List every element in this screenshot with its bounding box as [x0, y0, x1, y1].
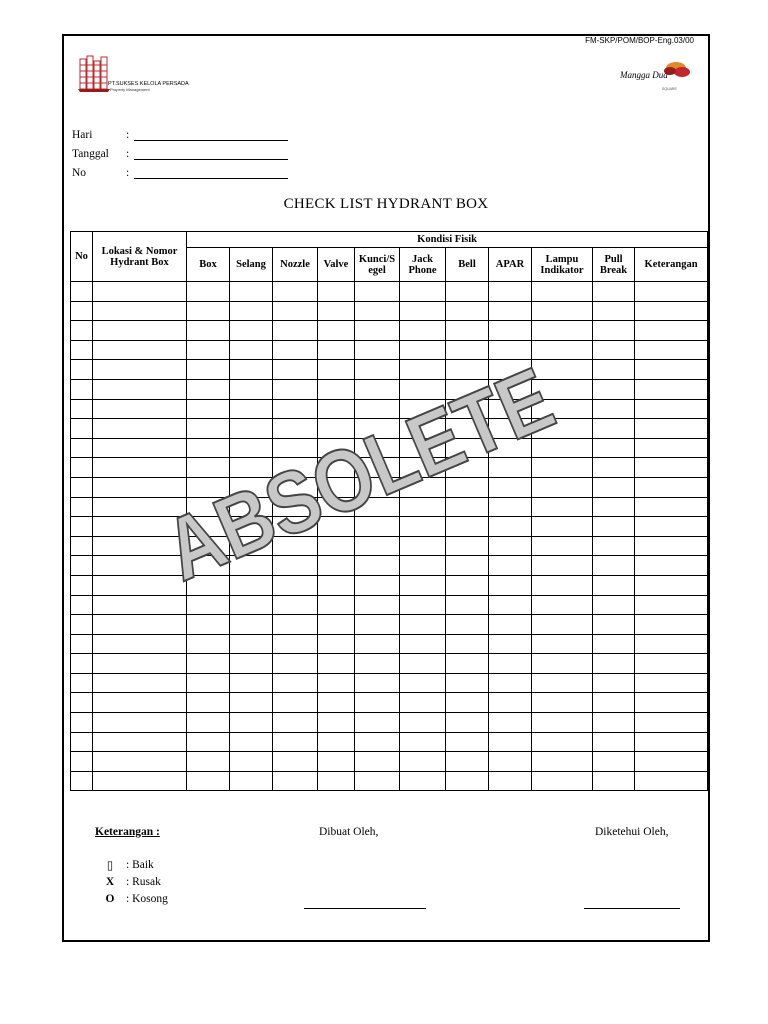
table-cell[interactable]	[93, 713, 187, 733]
table-cell[interactable]	[635, 693, 708, 713]
legend	[102, 856, 168, 907]
table-cell[interactable]	[489, 654, 532, 674]
table-cell[interactable]	[71, 693, 93, 713]
field-label: No	[72, 167, 87, 179]
legend-item-rusak	[102, 873, 168, 890]
table-cell[interactable]	[318, 321, 355, 341]
table-cell[interactable]	[532, 615, 593, 635]
table-cell[interactable]	[635, 556, 708, 576]
table-cell[interactable]	[318, 693, 355, 713]
table-cell[interactable]	[71, 713, 93, 733]
header-subcolumn: Nozzle	[273, 248, 318, 282]
field-hari	[72, 122, 288, 141]
dibuat-oleh-label: Dibuat Oleh,	[319, 826, 379, 838]
table-cell[interactable]	[400, 673, 446, 693]
table-cell[interactable]	[230, 771, 273, 791]
table-cell[interactable]	[71, 379, 93, 399]
table-cell[interactable]	[71, 634, 93, 654]
table-cell[interactable]	[71, 595, 93, 615]
table-row	[71, 673, 708, 693]
table-cell[interactable]	[71, 556, 93, 576]
table-cell[interactable]	[273, 634, 318, 654]
table-cell[interactable]	[635, 752, 708, 772]
signature-line-diketahui[interactable]	[584, 908, 680, 909]
table-cell[interactable]	[355, 732, 400, 752]
table-cell[interactable]	[71, 575, 93, 595]
brand-logo	[618, 54, 698, 100]
table-row	[71, 693, 708, 713]
table-cell[interactable]	[187, 615, 230, 635]
table-cell[interactable]	[273, 615, 318, 635]
table-cell[interactable]	[446, 673, 489, 693]
table-cell[interactable]	[93, 634, 187, 654]
table-cell[interactable]	[593, 732, 635, 752]
table-cell[interactable]	[532, 771, 593, 791]
legend-symbol: O	[105, 892, 115, 905]
table-cell[interactable]	[93, 693, 187, 713]
table-row	[71, 615, 708, 635]
table-cell[interactable]	[446, 654, 489, 674]
table-cell[interactable]	[93, 771, 187, 791]
table-cell[interactable]	[187, 673, 230, 693]
table-cell[interactable]	[489, 282, 532, 302]
table-cell[interactable]	[635, 282, 708, 302]
table-cell[interactable]	[635, 321, 708, 341]
table-cell[interactable]	[635, 575, 708, 595]
field-blank-line[interactable]	[134, 166, 288, 179]
table-cell[interactable]	[273, 693, 318, 713]
legend-item-baik	[102, 856, 168, 873]
table-cell[interactable]	[93, 732, 187, 752]
table-cell[interactable]	[635, 438, 708, 458]
field-label: Hari	[72, 129, 93, 141]
svg-text:Mangga Dua: Mangga Dua	[620, 70, 668, 80]
table-cell[interactable]	[187, 282, 230, 302]
table-cell[interactable]	[635, 517, 708, 537]
table-cell[interactable]	[446, 693, 489, 713]
table-cell[interactable]	[446, 634, 489, 654]
table-cell[interactable]	[532, 634, 593, 654]
table-cell[interactable]	[593, 399, 635, 419]
table-cell[interactable]	[355, 752, 400, 772]
table-cell[interactable]	[355, 634, 400, 654]
legend-text: : Kosong	[126, 892, 168, 905]
table-cell[interactable]	[230, 752, 273, 772]
header-fields	[72, 122, 288, 179]
table-cell[interactable]	[273, 301, 318, 321]
header-subcolumn: Selang	[230, 248, 273, 282]
field-blank-line[interactable]	[134, 147, 288, 160]
table-cell[interactable]	[532, 301, 593, 321]
document-title: CHECK LIST HYDRANT BOX	[283, 196, 489, 212]
table-cell[interactable]	[71, 301, 93, 321]
table-cell[interactable]	[230, 732, 273, 752]
table-cell[interactable]	[635, 477, 708, 497]
table-cell[interactable]	[93, 301, 187, 321]
table-cell[interactable]	[318, 752, 355, 772]
table-cell[interactable]	[593, 634, 635, 654]
header-subcolumn: Kunci/S egel	[355, 248, 400, 282]
table-cell[interactable]	[187, 752, 230, 772]
header-subcolumn: Jack Phone	[400, 248, 446, 282]
table-cell[interactable]	[532, 693, 593, 713]
table-row	[71, 654, 708, 674]
table-cell[interactable]	[400, 282, 446, 302]
table-cell[interactable]	[71, 752, 93, 772]
table-cell[interactable]	[71, 497, 93, 517]
field-colon: :	[126, 167, 130, 179]
table-cell[interactable]	[71, 340, 93, 360]
table-cell[interactable]	[532, 732, 593, 752]
legend-text: : Rusak	[126, 875, 161, 888]
table-row	[71, 301, 708, 321]
table-cell[interactable]	[400, 732, 446, 752]
table-cell[interactable]	[446, 732, 489, 752]
table-cell[interactable]	[230, 713, 273, 733]
table-cell[interactable]	[230, 282, 273, 302]
table-cell[interactable]	[187, 713, 230, 733]
table-cell[interactable]	[635, 340, 708, 360]
table-cell[interactable]	[593, 536, 635, 556]
legend-symbol: ▯	[106, 859, 114, 872]
table-cell[interactable]	[489, 301, 532, 321]
table-cell[interactable]	[318, 673, 355, 693]
table-cell[interactable]	[71, 360, 93, 380]
field-label: Tanggal	[72, 148, 109, 160]
table-cell[interactable]	[532, 654, 593, 674]
table-row	[71, 282, 708, 302]
table-cell[interactable]	[635, 595, 708, 615]
table-cell[interactable]	[187, 634, 230, 654]
table-cell[interactable]	[71, 732, 93, 752]
table-cell[interactable]	[400, 321, 446, 341]
table-row	[71, 713, 708, 733]
header-subcolumn: APAR	[489, 248, 532, 282]
table-cell[interactable]	[593, 379, 635, 399]
table-cell[interactable]	[273, 321, 318, 341]
table-cell[interactable]	[230, 321, 273, 341]
table-cell[interactable]	[446, 771, 489, 791]
table-cell[interactable]	[355, 321, 400, 341]
table-cell[interactable]	[489, 693, 532, 713]
header-subcolumn: Lampu Indikator	[532, 248, 593, 282]
table-cell[interactable]	[400, 340, 446, 360]
table-row	[71, 321, 708, 341]
legend-symbol: X	[105, 875, 115, 888]
table-cell[interactable]	[318, 713, 355, 733]
table-cell[interactable]	[593, 458, 635, 478]
table-cell[interactable]	[489, 634, 532, 654]
table-cell[interactable]	[71, 771, 93, 791]
table-cell[interactable]	[400, 693, 446, 713]
table-cell[interactable]	[355, 771, 400, 791]
table-cell[interactable]	[355, 282, 400, 302]
table-cell[interactable]	[93, 321, 187, 341]
header-subcolumn: Box	[187, 248, 230, 282]
table-cell[interactable]	[593, 438, 635, 458]
table-cell[interactable]	[318, 282, 355, 302]
header-no: No	[71, 232, 93, 282]
table-cell[interactable]	[230, 673, 273, 693]
field-blank-line[interactable]	[134, 128, 288, 141]
table-cell[interactable]	[593, 595, 635, 615]
table-row	[71, 732, 708, 752]
table-cell[interactable]	[71, 517, 93, 537]
table-cell[interactable]	[318, 732, 355, 752]
table-cell[interactable]	[446, 713, 489, 733]
table-cell[interactable]	[71, 321, 93, 341]
table-cell[interactable]	[71, 438, 93, 458]
table-cell[interactable]	[446, 615, 489, 635]
header-subcolumn: Keterangan	[635, 248, 708, 282]
table-row	[71, 634, 708, 654]
absolete-stamp	[150, 321, 631, 610]
table-row	[71, 340, 708, 360]
table-cell[interactable]	[318, 654, 355, 674]
table-cell[interactable]	[187, 340, 230, 360]
table-cell[interactable]	[532, 282, 593, 302]
table-cell[interactable]	[532, 673, 593, 693]
field-tanggal	[72, 141, 288, 160]
table-cell[interactable]	[593, 301, 635, 321]
table-cell[interactable]	[230, 634, 273, 654]
table-cell[interactable]	[593, 497, 635, 517]
table-cell[interactable]	[593, 752, 635, 772]
table-cell[interactable]	[593, 556, 635, 576]
table-cell[interactable]	[355, 654, 400, 674]
table-cell[interactable]	[593, 673, 635, 693]
table-cell[interactable]	[635, 497, 708, 517]
table-cell[interactable]	[273, 713, 318, 733]
table-cell[interactable]	[230, 615, 273, 635]
table-cell[interactable]	[446, 752, 489, 772]
table-cell[interactable]	[446, 340, 489, 360]
legend-item-kosong	[102, 890, 168, 907]
table-cell[interactable]	[187, 321, 230, 341]
table-cell[interactable]	[318, 771, 355, 791]
field-no	[72, 160, 288, 179]
table-cell[interactable]	[532, 713, 593, 733]
table-cell[interactable]	[489, 673, 532, 693]
table-cell[interactable]	[446, 282, 489, 302]
table-cell[interactable]	[400, 615, 446, 635]
table-cell[interactable]	[355, 713, 400, 733]
header-subcolumn: Bell	[446, 248, 489, 282]
table-cell[interactable]	[355, 615, 400, 635]
company-logo	[74, 51, 194, 101]
header-kondisi-fisik: Kondisi Fisik	[187, 232, 708, 248]
header-lokasi: Lokasi & Nomor Hydrant Box	[93, 232, 187, 282]
table-cell[interactable]	[593, 615, 635, 635]
table-row	[71, 771, 708, 791]
header-subcolumn: Pull Break	[593, 248, 635, 282]
table-cell[interactable]	[593, 654, 635, 674]
table-cell[interactable]	[400, 752, 446, 772]
table-cell[interactable]	[489, 321, 532, 341]
table-cell[interactable]	[71, 282, 93, 302]
table-cell[interactable]	[635, 615, 708, 635]
table-cell[interactable]	[93, 654, 187, 674]
table-cell[interactable]	[318, 634, 355, 654]
table-cell[interactable]	[93, 752, 187, 772]
table-cell[interactable]	[71, 419, 93, 439]
signature-line-dibuat[interactable]	[304, 908, 426, 909]
diketahui-oleh-label: Diketehui Oleh,	[595, 826, 669, 838]
table-cell[interactable]	[593, 771, 635, 791]
table-cell[interactable]	[593, 575, 635, 595]
table-cell[interactable]	[187, 301, 230, 321]
table-cell[interactable]	[400, 771, 446, 791]
table-cell[interactable]	[355, 693, 400, 713]
table-cell[interactable]	[71, 654, 93, 674]
table-cell[interactable]	[71, 536, 93, 556]
table-cell[interactable]	[71, 615, 93, 635]
table-cell[interactable]	[489, 732, 532, 752]
table-cell[interactable]	[93, 282, 187, 302]
table-cell[interactable]	[230, 654, 273, 674]
table-cell[interactable]	[489, 771, 532, 791]
table-cell[interactable]	[635, 379, 708, 399]
header-subcolumn: Valve	[318, 248, 355, 282]
table-cell[interactable]	[273, 752, 318, 772]
table-cell[interactable]	[489, 615, 532, 635]
table-cell[interactable]	[273, 654, 318, 674]
table-cell[interactable]	[635, 458, 708, 478]
table-cell[interactable]	[273, 673, 318, 693]
stamp-text: ABSOLETE	[150, 321, 631, 600]
table-cell[interactable]	[273, 771, 318, 791]
table-cell[interactable]	[635, 536, 708, 556]
table-cell[interactable]	[593, 517, 635, 537]
table-row	[71, 752, 708, 772]
table-cell[interactable]	[446, 321, 489, 341]
table-cell[interactable]	[318, 340, 355, 360]
table-cell[interactable]	[489, 752, 532, 772]
legend-text: : Baik	[126, 858, 154, 871]
table-cell[interactable]	[635, 360, 708, 380]
table-cell[interactable]	[635, 713, 708, 733]
form-code: FM-SKP/POM/BOP-Eng.03/00	[585, 36, 694, 45]
table-cell[interactable]	[187, 771, 230, 791]
table-cell[interactable]	[71, 673, 93, 693]
table-cell[interactable]	[593, 340, 635, 360]
table-cell[interactable]	[71, 399, 93, 419]
table-cell[interactable]	[635, 399, 708, 419]
table-cell[interactable]	[593, 713, 635, 733]
table-cell[interactable]	[400, 634, 446, 654]
field-colon: :	[126, 148, 130, 160]
svg-text:Property Management: Property Management	[110, 87, 150, 92]
field-colon: :	[126, 129, 130, 141]
table-cell[interactable]	[532, 340, 593, 360]
table-cell[interactable]	[635, 654, 708, 674]
table-cell[interactable]	[400, 713, 446, 733]
table-cell[interactable]	[71, 477, 93, 497]
table-cell[interactable]	[273, 282, 318, 302]
table-cell[interactable]	[318, 615, 355, 635]
table-cell[interactable]	[635, 419, 708, 439]
table-cell[interactable]	[489, 713, 532, 733]
table-cell[interactable]	[635, 732, 708, 752]
table-cell[interactable]	[635, 673, 708, 693]
table-cell[interactable]	[230, 693, 273, 713]
table-cell[interactable]	[93, 615, 187, 635]
table-cell[interactable]	[93, 340, 187, 360]
table-cell[interactable]	[273, 732, 318, 752]
table-cell[interactable]	[355, 340, 400, 360]
table-cell[interactable]	[635, 301, 708, 321]
table-cell[interactable]	[230, 340, 273, 360]
svg-text:PT.SUKSES KELOLA PERSADA: PT.SUKSES KELOLA PERSADA	[108, 81, 189, 87]
table-cell[interactable]	[230, 301, 273, 321]
keterangan-label: Keterangan :	[95, 826, 160, 838]
table-cell[interactable]	[532, 321, 593, 341]
svg-text:SQUARE: SQUARE	[662, 87, 677, 91]
table-cell[interactable]	[593, 693, 635, 713]
table-cell[interactable]	[355, 301, 400, 321]
table-cell[interactable]	[532, 752, 593, 772]
table-cell[interactable]	[273, 340, 318, 360]
table-cell[interactable]	[593, 477, 635, 497]
table-cell[interactable]	[355, 673, 400, 693]
table-cell[interactable]	[187, 732, 230, 752]
table-cell[interactable]	[593, 419, 635, 439]
table-cell[interactable]	[635, 634, 708, 654]
table-cell[interactable]	[400, 654, 446, 674]
table-cell[interactable]	[446, 301, 489, 321]
table-cell[interactable]	[187, 693, 230, 713]
table-cell[interactable]	[187, 654, 230, 674]
table-cell[interactable]	[318, 301, 355, 321]
table-cell[interactable]	[593, 360, 635, 380]
table-cell[interactable]	[93, 673, 187, 693]
table-cell[interactable]	[593, 282, 635, 302]
table-cell[interactable]	[400, 301, 446, 321]
table-cell[interactable]	[71, 458, 93, 478]
table-cell[interactable]	[593, 321, 635, 341]
table-cell[interactable]	[635, 771, 708, 791]
